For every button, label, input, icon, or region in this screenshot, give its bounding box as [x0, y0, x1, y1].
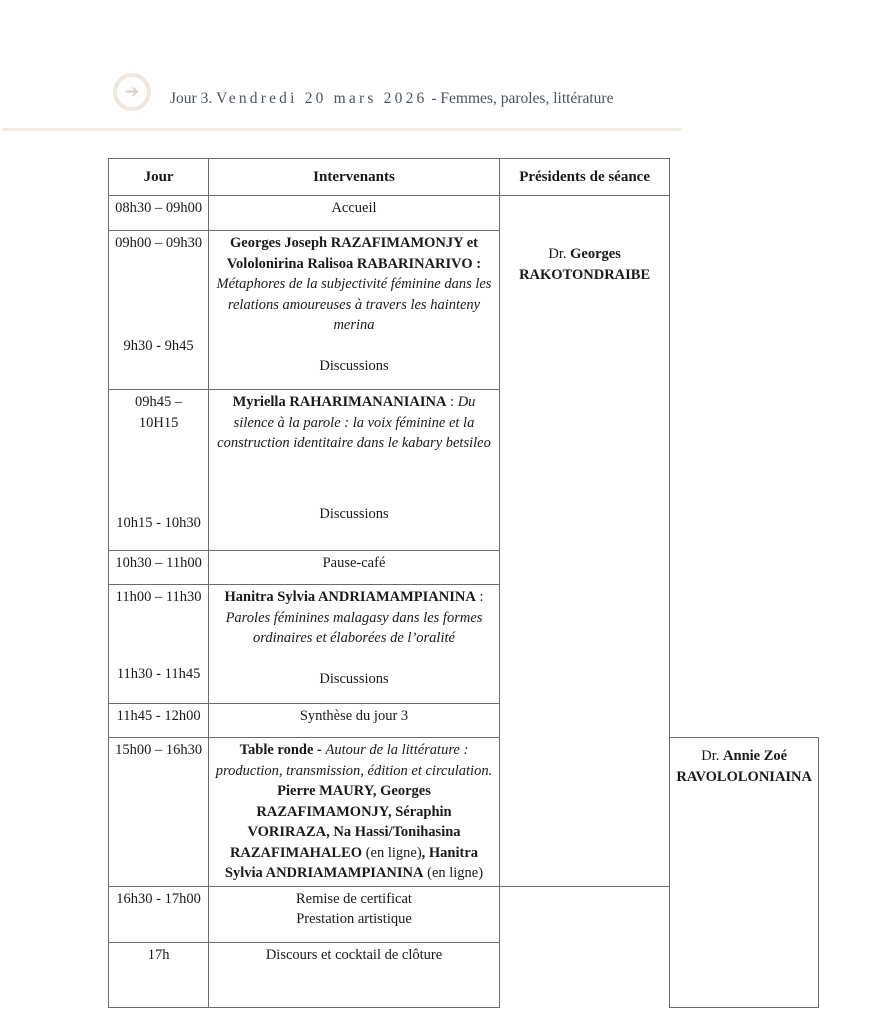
day-label: Jour 3. [170, 90, 213, 107]
session-president-cell [499, 196, 670, 887]
speaker-names: Hanitra Sylvia ANDRIAMAMPIANINA [224, 589, 476, 605]
column-header-presidents: Présidents de séance [499, 159, 670, 196]
activity-line: Prestation artistique [296, 911, 412, 927]
president-name: Georges RAKOTONDRAIBE [519, 246, 651, 283]
activity-line: Remise de certificat [296, 890, 412, 907]
table-row [109, 704, 819, 738]
time-cell [109, 231, 209, 390]
session-president [506, 244, 664, 285]
discussion-label: Discussions [319, 505, 389, 522]
activity-cell [209, 738, 500, 887]
speaker-names: Georges Joseph RAZAFIMAMONJY et Vololonirina Ralisoa RABARINARIVO : [226, 235, 482, 272]
online-note: (en ligne) [362, 844, 422, 861]
table-row [109, 585, 819, 704]
header-divider [2, 128, 682, 131]
activity-cell: Accueil [209, 196, 500, 231]
activity-cell: Pause-café [209, 551, 500, 585]
time-cell: 16h30 - 17h00 [109, 886, 209, 942]
round-table-label: Table ronde - [239, 742, 326, 758]
speaker-names: Myriella RAHARIMANANIAINA [232, 394, 447, 410]
time-cell: 08h30 – 09h00 [109, 196, 209, 231]
column-header-jour: Jour [109, 159, 209, 196]
online-note: (en ligne) [423, 865, 484, 881]
time-cell [109, 585, 209, 704]
table-row [109, 551, 819, 585]
table-header-row [109, 159, 819, 196]
activity-cell [209, 231, 500, 390]
discussion-time-slot: 9h30 - 9h45 [123, 337, 194, 354]
time-cell: 10h30 – 11h00 [109, 551, 209, 585]
day-title [170, 90, 613, 108]
program-table [108, 158, 819, 1008]
table-row [109, 231, 819, 390]
panelists [215, 781, 493, 884]
time-cell: 11h45 - 12h00 [109, 704, 209, 738]
colon: : [475, 589, 484, 605]
table-row [109, 738, 819, 887]
time-slot: 09h00 – 09h30 [115, 235, 203, 251]
time-cell: 17h [109, 942, 209, 1007]
colon: : [446, 394, 458, 410]
column-header-intervenants: Intervenants [209, 159, 500, 196]
time-slot: 09h45 – 10H15 [135, 394, 183, 431]
round-table-title: Autour de la littérature : production, transmission, édition et circulation. [215, 742, 493, 779]
talk-title: Métaphores de la subjectivité féminine dans les relations amoureuses à travers les hainteny merina [216, 276, 492, 333]
day-theme: Femmes, paroles, littérature [440, 90, 614, 107]
day-date: Vendredi 20 mars 2026 [216, 90, 428, 107]
discussion-time-slot: 11h30 - 11h45 [116, 665, 201, 682]
time-cell: 15h00 – 16h30 [109, 738, 209, 887]
president-name: Annie Zoé RAVOLOLONIAINA [676, 748, 812, 785]
panelist-name: , Hanitra Sylvia ANDRIAMAMPIANINA [224, 844, 479, 881]
session-president-cell [670, 738, 819, 1008]
discussion-label: Discussions [319, 357, 389, 374]
activity-cell [209, 886, 500, 942]
president-prefix: Dr. [701, 748, 724, 764]
panelist-names: Pierre MAURY, Georges RAZAFIMAMONJY, Séraphin VORIRAZA, Na Hassi/Tonihasina RAZAFIMAHALEO [229, 783, 461, 861]
time-cell [109, 390, 209, 551]
president-prefix: Dr. [548, 246, 571, 262]
talk-entry [215, 392, 493, 454]
table-row [109, 390, 819, 551]
activity-cell [209, 585, 500, 704]
activity-cell: Discours et cocktail de clôture [209, 942, 500, 1007]
talk-entry [215, 587, 493, 608]
discussion-label: Discussions [319, 670, 389, 687]
session-president [676, 746, 812, 787]
activity-cell [209, 390, 500, 551]
talk-title: Paroles féminines malagasy dans les formes ordinaires et élaborées de l’oralité [225, 609, 483, 646]
arrow-right-icon: ➔ [113, 73, 151, 111]
talk-title: Du silence à la parole : la voix féminine et la construction identitaire dans le kabary betsileo [217, 394, 491, 451]
table-row [109, 196, 819, 231]
activity-cell: Synthèse du jour 3 [209, 704, 500, 738]
discussion-time-slot: 10h15 - 10h30 [116, 515, 201, 531]
title-separator: - [431, 90, 437, 107]
time-slot: 11h00 – 11h30 [115, 589, 202, 605]
